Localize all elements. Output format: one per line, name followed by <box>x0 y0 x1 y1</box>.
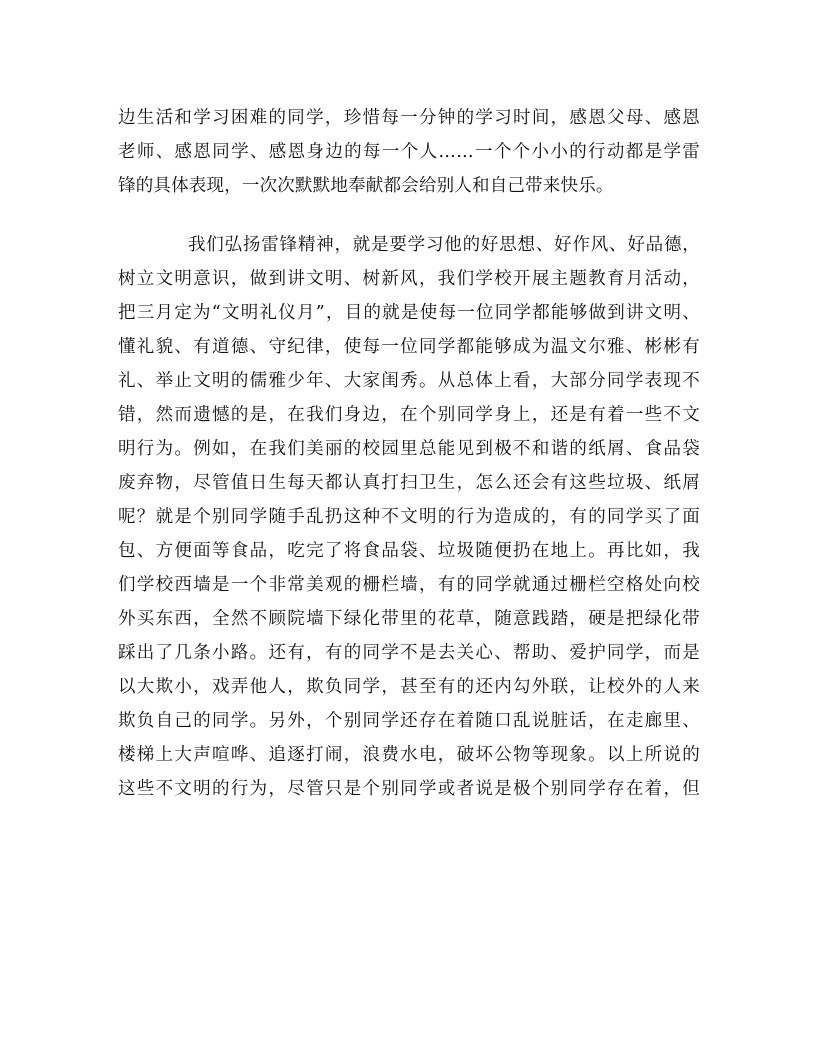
paragraph-line: 懂礼貌、有道德、守纪律，使每一位同学都能够成为温文尔雅、彬彬有 <box>118 337 700 357</box>
paragraph-line: 以大欺小，戏弄他人，欺负同学，甚至有的还内勾外联，让校外的人来 <box>118 677 700 697</box>
paragraph-2 <box>118 228 700 806</box>
paragraph-line: 礼、举止文明的儒雅少年、大家闺秀。从总体上看，大部分同学表现不 <box>118 371 700 391</box>
paragraph-line: 错，然而遗憾的是，在我们身边，在个别同学身上，还是有着一些不文 <box>118 405 700 425</box>
paragraph-line: 欺负自己的同学。另外，个别同学还存在着随口乱说脏话，在走廊里、 <box>118 711 700 731</box>
paragraph-line: 老师、感恩同学、感恩身边的每一个人……一个个小小的行动都是学雷 <box>118 142 700 162</box>
paragraph-line: 呢？就是个别同学随手乱扔这种不文明的行为造成的，有的同学买了面 <box>118 507 700 527</box>
paragraph-line: 我们弘扬雷锋精神，就是要学习他的好思想、好作风、好品德， <box>188 235 700 255</box>
paragraph-line: 树立文明意识，做到讲文明、树新风，我们学校开展主题教育月活动， <box>118 269 700 289</box>
paragraph-1 <box>118 101 700 203</box>
paragraph-line: 明行为。例如，在我们美丽的校园里总能见到极不和谐的纸屑、食品袋 <box>118 439 700 459</box>
paragraph-line: 锋的具体表现，一次次默默地奉献都会给别人和自己带来快乐。 <box>118 176 614 196</box>
paragraph-line: 包、方便面等食品，吃完了将食品袋、垃圾随便扔在地上。再比如，我 <box>118 541 700 561</box>
paragraph-line: 们学校西墙是一个非常美观的栅栏墙，有的同学就通过栅栏空格处向校 <box>118 575 700 595</box>
paragraph-line: 边生活和学习困难的同学，珍惜每一分钟的学习时间，感恩父母、感恩 <box>118 108 700 128</box>
paragraph-line: 外买东西，全然不顾院墙下绿化带里的花草，随意践踏，硬是把绿化带 <box>118 609 700 629</box>
paragraph-line: 废弃物，尽管值日生每天都认真打扫卫生，怎么还会有这些垃圾、纸屑 <box>118 473 700 493</box>
paragraph-line: 踩出了几条小路。还有，有的同学不是去关心、帮助、爱护同学，而是 <box>118 643 700 663</box>
paragraph-line: 把三月定为“文明礼仪月”，目的就是使每一位同学都能够做到讲文明、 <box>118 303 700 323</box>
paragraph-line: 这些不文明的行为，尽管只是个别同学或者说是极个别同学存在着，但 <box>118 779 700 799</box>
paragraph-line: 楼梯上大声喧哗、追逐打闹，浪费水电，破坏公物等现象。以上所说的 <box>118 745 700 765</box>
